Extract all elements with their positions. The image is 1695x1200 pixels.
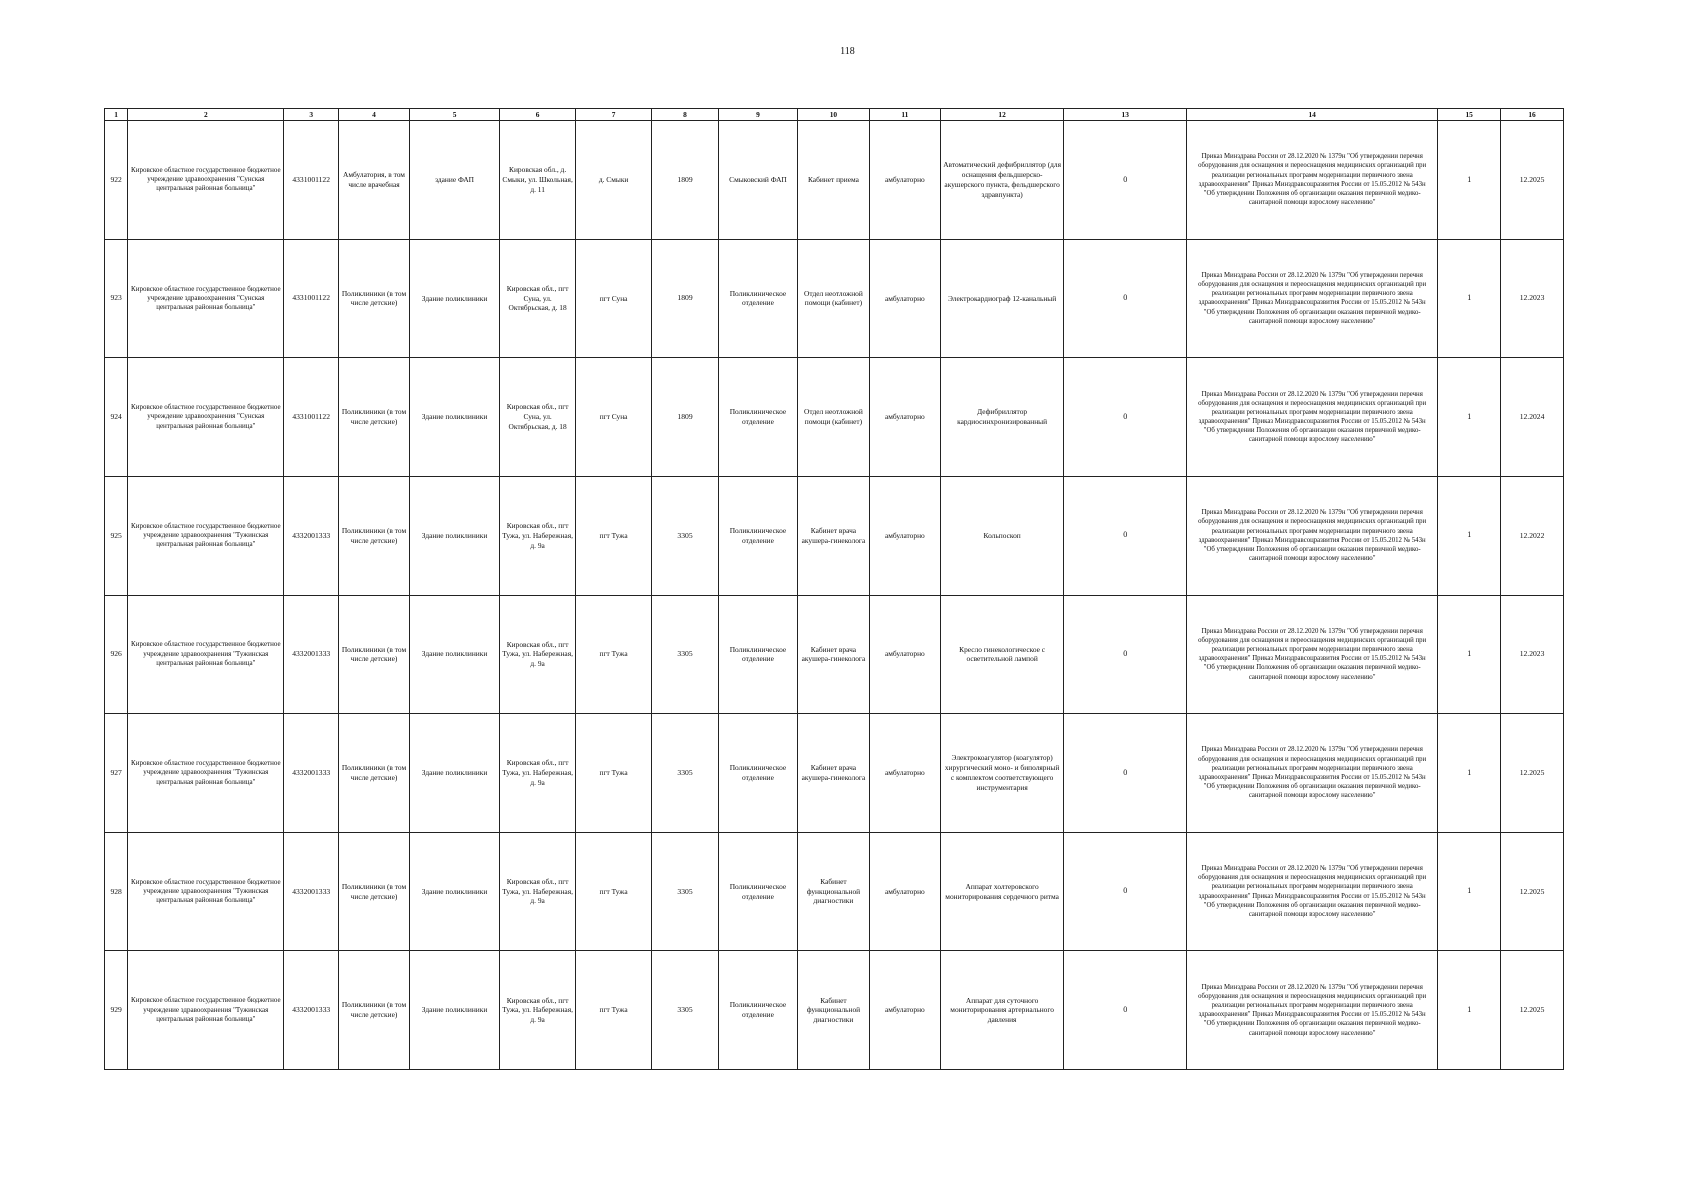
cabinet: Кабинет врача акушера-гинеколога <box>797 714 869 833</box>
required-count: 1 <box>1438 595 1501 714</box>
column-header: 15 <box>1438 109 1501 121</box>
row-number: 929 <box>105 951 128 1070</box>
inn: 4332001333 <box>284 595 339 714</box>
address: Кировская обл., пгт Суна, ул. Октябрьская, д. 18 <box>500 239 576 358</box>
department: Смыковский ФАП <box>718 121 797 240</box>
organization-name: Кировское областное государственное бюджетное учреждение здравоохранения "Тужинская центральная районная больница" <box>128 951 284 1070</box>
address: Кировская обл., пгт Тужа, ул. Набережная, д. 9а <box>500 476 576 595</box>
department: Поликлиническое отделение <box>718 595 797 714</box>
building: Здание поликлиники <box>409 358 499 477</box>
care-form: амбулаторно <box>869 595 940 714</box>
cabinet: Кабинет врача акушера-гинеколога <box>797 476 869 595</box>
population: 1809 <box>652 239 719 358</box>
inn: 4331001122 <box>284 239 339 358</box>
population: 3305 <box>652 714 719 833</box>
population: 3305 <box>652 476 719 595</box>
cabinet: Кабинет функциональной диагностики <box>797 951 869 1070</box>
deadline: 12.2025 <box>1501 832 1564 951</box>
department: Поликлиническое отделение <box>718 832 797 951</box>
row-number: 925 <box>105 476 128 595</box>
equipment-name: Дефибриллятор кардиосинхронизированный <box>940 358 1064 477</box>
department: Поликлиническое отделение <box>718 358 797 477</box>
row-number: 923 <box>105 239 128 358</box>
cabinet: Отдел неотложной помощи (кабинет) <box>797 239 869 358</box>
population: 3305 <box>652 832 719 951</box>
care-form: амбулаторно <box>869 714 940 833</box>
care-form: амбулаторно <box>869 832 940 951</box>
legal-basis: Приказ Минздрава России от 28.12.2020 № 1379н "Об утверждении перечня оборудования для оснащения и переоснащения медицинских организаций при реализации региональных программ модернизации первичного звена здравоохранения" Приказ Минздравсоцразвития России от 15.05.2012 № 543н "Об утверждении Положения об организации оказания первичной медико-санитарной помощи взрослому населению" <box>1187 239 1438 358</box>
deadline: 12.2024 <box>1501 358 1564 477</box>
table-row <box>105 832 1564 951</box>
table-header <box>105 109 1564 121</box>
building: здание ФАП <box>409 121 499 240</box>
column-header: 3 <box>284 109 339 121</box>
settlement: пгт Тужа <box>576 595 652 714</box>
inn: 4331001122 <box>284 121 339 240</box>
legal-basis: Приказ Минздрава России от 28.12.2020 № 1379н "Об утверждении перечня оборудования для оснащения и переоснащения медицинских организаций при реализации региональных программ модернизации первичного звена здравоохранения" Приказ Минздравсоцразвития России от 15.05.2012 № 543н "Об утверждении Положения об организации оказания первичной медико-санитарной помощи взрослому населению" <box>1187 714 1438 833</box>
available-count: 0 <box>1064 239 1187 358</box>
organization-name: Кировское областное государственное бюджетное учреждение здравоохранения "Сунская центральная районная больница" <box>128 239 284 358</box>
table-row <box>105 951 1564 1070</box>
equipment-name: Аппарат холтеровского мониторирования сердечного ритма <box>940 832 1064 951</box>
required-count: 1 <box>1438 476 1501 595</box>
facility-type: Поликлиники (в том числе детские) <box>339 951 410 1070</box>
table-row <box>105 595 1564 714</box>
address: Кировская обл., пгт Тужа, ул. Набережная, д. 9а <box>500 595 576 714</box>
population: 1809 <box>652 121 719 240</box>
equipment-name: Кресло гинекологическое с осветительной лампой <box>940 595 1064 714</box>
settlement: пгт Тужа <box>576 476 652 595</box>
facility-type: Амбулатория, в том числе врачебная <box>339 121 410 240</box>
column-header: 4 <box>339 109 410 121</box>
population: 1809 <box>652 358 719 477</box>
inn: 4332001333 <box>284 951 339 1070</box>
building: Здание поликлиники <box>409 239 499 358</box>
organization-name: Кировское областное государственное бюджетное учреждение здравоохранения "Тужинская центральная районная больница" <box>128 595 284 714</box>
organization-name: Кировское областное государственное бюджетное учреждение здравоохранения "Тужинская центральная районная больница" <box>128 714 284 833</box>
column-header: 8 <box>652 109 719 121</box>
legal-basis: Приказ Минздрава России от 28.12.2020 № 1379н "Об утверждении перечня оборудования для оснащения и переоснащения медицинских организаций при реализации региональных программ модернизации первичного звена здравоохранения" Приказ Минздравсоцразвития России от 15.05.2012 № 543н "Об утверждении Положения об организации оказания первичной медико-санитарной помощи взрослому населению" <box>1187 358 1438 477</box>
equipment-name: Автоматический дефибриллятор (для оснащения фельдшерско-акушерского пункта, фельдшерского здравпункта) <box>940 121 1064 240</box>
available-count: 0 <box>1064 121 1187 240</box>
equipment-table <box>104 108 1564 1070</box>
available-count: 0 <box>1064 951 1187 1070</box>
page-number: 118 <box>840 46 855 57</box>
address: Кировская обл., пгт Тужа, ул. Набережная, д. 9а <box>500 714 576 833</box>
deadline: 12.2023 <box>1501 239 1564 358</box>
facility-type: Поликлиники (в том числе детские) <box>339 358 410 477</box>
available-count: 0 <box>1064 714 1187 833</box>
legal-basis: Приказ Минздрава России от 28.12.2020 № 1379н "Об утверждении перечня оборудования для оснащения и переоснащения медицинских организаций при реализации региональных программ модернизации первичного звена здравоохранения" Приказ Минздравсоцразвития России от 15.05.2012 № 543н "Об утверждении Положения об организации оказания первичной медико-санитарной помощи взрослому населению" <box>1187 121 1438 240</box>
care-form: амбулаторно <box>869 239 940 358</box>
column-header: 10 <box>797 109 869 121</box>
building: Здание поликлиники <box>409 714 499 833</box>
deadline: 12.2025 <box>1501 951 1564 1070</box>
care-form: амбулаторно <box>869 476 940 595</box>
row-number: 924 <box>105 358 128 477</box>
table-row <box>105 476 1564 595</box>
cabinet: Отдел неотложной помощи (кабинет) <box>797 358 869 477</box>
available-count: 0 <box>1064 832 1187 951</box>
department: Поликлиническое отделение <box>718 239 797 358</box>
equipment-name: Электрокардиограф 12-канальный <box>940 239 1064 358</box>
legal-basis: Приказ Минздрава России от 28.12.2020 № 1379н "Об утверждении перечня оборудования для оснащения и переоснащения медицинских организаций при реализации региональных программ модернизации первичного звена здравоохранения" Приказ Минздравсоцразвития России от 15.05.2012 № 543н "Об утверждении Положения об организации оказания первичной медико-санитарной помощи взрослому населению" <box>1187 951 1438 1070</box>
available-count: 0 <box>1064 358 1187 477</box>
column-header: 12 <box>940 109 1064 121</box>
table-row <box>105 714 1564 833</box>
building: Здание поликлиники <box>409 832 499 951</box>
cabinet: Кабинет функциональной диагностики <box>797 832 869 951</box>
available-count: 0 <box>1064 595 1187 714</box>
inn: 4332001333 <box>284 476 339 595</box>
column-header: 6 <box>500 109 576 121</box>
facility-type: Поликлиники (в том числе детские) <box>339 595 410 714</box>
table-row <box>105 121 1564 240</box>
deadline: 12.2025 <box>1501 714 1564 833</box>
address: Кировская обл., д. Смыки, ул. Школьная, д. 11 <box>500 121 576 240</box>
department: Поликлиническое отделение <box>718 476 797 595</box>
address: Кировская обл., пгт Тужа, ул. Набережная, д. 9а <box>500 832 576 951</box>
legal-basis: Приказ Минздрава России от 28.12.2020 № 1379н "Об утверждении перечня оборудования для оснащения и переоснащения медицинских организаций при реализации региональных программ модернизации первичного звена здравоохранения" Приказ Минздравсоцразвития России от 15.05.2012 № 543н "Об утверждении Положения об организации оказания первичной медико-санитарной помощи взрослому населению" <box>1187 832 1438 951</box>
settlement: пгт Тужа <box>576 714 652 833</box>
column-header: 13 <box>1064 109 1187 121</box>
required-count: 1 <box>1438 358 1501 477</box>
care-form: амбулаторно <box>869 951 940 1070</box>
inn: 4332001333 <box>284 832 339 951</box>
settlement: пгт Суна <box>576 239 652 358</box>
settlement: пгт Тужа <box>576 832 652 951</box>
column-header: 5 <box>409 109 499 121</box>
settlement: пгт Суна <box>576 358 652 477</box>
column-header: 7 <box>576 109 652 121</box>
available-count: 0 <box>1064 476 1187 595</box>
legal-basis: Приказ Минздрава России от 28.12.2020 № 1379н "Об утверждении перечня оборудования для оснащения и переоснащения медицинских организаций при реализации региональных программ модернизации первичного звена здравоохранения" Приказ Минздравсоцразвития России от 15.05.2012 № 543н "Об утверждении Положения об организации оказания первичной медико-санитарной помощи взрослому населению" <box>1187 595 1438 714</box>
building: Здание поликлиники <box>409 476 499 595</box>
table-row <box>105 239 1564 358</box>
settlement: д. Смыки <box>576 121 652 240</box>
equipment-name: Кольпоскоп <box>940 476 1064 595</box>
row-number: 926 <box>105 595 128 714</box>
address: Кировская обл., пгт Суна, ул. Октябрьская, д. 18 <box>500 358 576 477</box>
deadline: 12.2023 <box>1501 595 1564 714</box>
table-body <box>105 121 1564 1070</box>
column-header: 2 <box>128 109 284 121</box>
equipment-name: Электрокоагулятор (коагулятор) хирургический моно- и биполярный с комплектом соответствующего инструментария <box>940 714 1064 833</box>
organization-name: Кировское областное государственное бюджетное учреждение здравоохранения "Сунская центральная районная больница" <box>128 121 284 240</box>
equipment-name: Аппарат для суточного мониторирования артериального давления <box>940 951 1064 1070</box>
population: 3305 <box>652 951 719 1070</box>
column-header: 1 <box>105 109 128 121</box>
required-count: 1 <box>1438 239 1501 358</box>
column-header: 16 <box>1501 109 1564 121</box>
legal-basis: Приказ Минздрава России от 28.12.2020 № 1379н "Об утверждении перечня оборудования для оснащения и переоснащения медицинских организаций при реализации региональных программ модернизации первичного звена здравоохранения" Приказ Минздравсоцразвития России от 15.05.2012 № 543н "Об утверждении Положения об организации оказания первичной медико-санитарной помощи взрослому населению" <box>1187 476 1438 595</box>
column-header: 9 <box>718 109 797 121</box>
cabinet: Кабинет приема <box>797 121 869 240</box>
facility-type: Поликлиники (в том числе детские) <box>339 832 410 951</box>
building: Здание поликлиники <box>409 951 499 1070</box>
row-number: 927 <box>105 714 128 833</box>
organization-name: Кировское областное государственное бюджетное учреждение здравоохранения "Тужинская центральная районная больница" <box>128 476 284 595</box>
required-count: 1 <box>1438 832 1501 951</box>
deadline: 12.2025 <box>1501 121 1564 240</box>
building: Здание поликлиники <box>409 595 499 714</box>
column-header: 11 <box>869 109 940 121</box>
table-row <box>105 358 1564 477</box>
care-form: амбулаторно <box>869 121 940 240</box>
facility-type: Поликлиники (в том числе детские) <box>339 239 410 358</box>
required-count: 1 <box>1438 121 1501 240</box>
organization-name: Кировское областное государственное бюджетное учреждение здравоохранения "Сунская центральная районная больница" <box>128 358 284 477</box>
settlement: пгт Тужа <box>576 951 652 1070</box>
column-number-row <box>105 109 1564 121</box>
address: Кировская обл., пгт Тужа, ул. Набережная, д. 9а <box>500 951 576 1070</box>
deadline: 12.2022 <box>1501 476 1564 595</box>
inn: 4331001122 <box>284 358 339 477</box>
row-number: 922 <box>105 121 128 240</box>
facility-type: Поликлиники (в том числе детские) <box>339 476 410 595</box>
row-number: 928 <box>105 832 128 951</box>
inn: 4332001333 <box>284 714 339 833</box>
cabinet: Кабинет врача акушера-гинеколога <box>797 595 869 714</box>
required-count: 1 <box>1438 714 1501 833</box>
organization-name: Кировское областное государственное бюджетное учреждение здравоохранения "Тужинская центральная районная больница" <box>128 832 284 951</box>
department: Поликлиническое отделение <box>718 951 797 1070</box>
facility-type: Поликлиники (в том числе детские) <box>339 714 410 833</box>
care-form: амбулаторно <box>869 358 940 477</box>
population: 3305 <box>652 595 719 714</box>
column-header: 14 <box>1187 109 1438 121</box>
department: Поликлиническое отделение <box>718 714 797 833</box>
required-count: 1 <box>1438 951 1501 1070</box>
